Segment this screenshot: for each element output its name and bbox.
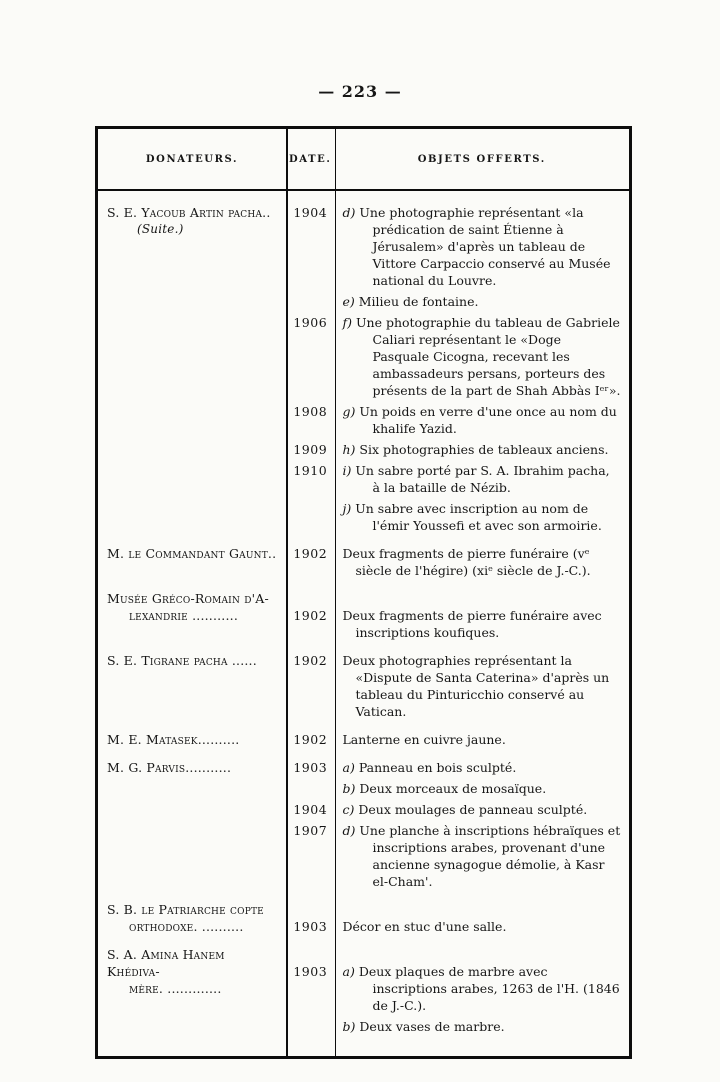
item-letter: b) <box>342 781 356 796</box>
table-row <box>286 918 629 935</box>
donor-line: orthodoxe. .......... <box>129 919 244 934</box>
table-row <box>286 545 629 579</box>
entries <box>286 652 629 720</box>
object-text: a) Panneau en bois sculpté. <box>342 760 517 775</box>
entries <box>286 590 629 641</box>
table-row-group <box>98 652 629 720</box>
item-letter: b) <box>342 1019 356 1034</box>
table-row <box>286 801 629 818</box>
header-date: DATE. <box>289 153 332 165</box>
table-row <box>286 204 629 289</box>
table-row <box>286 652 629 720</box>
item-letter: a) <box>342 964 355 979</box>
page-number: — 223 — <box>318 82 402 101</box>
date-value: 1904 <box>293 205 328 220</box>
donor-line: S. B. le Patriarche copte <box>107 902 264 917</box>
table-row <box>286 963 629 1014</box>
item-letter: e) <box>342 294 355 309</box>
date-value: 1903 <box>293 964 328 979</box>
table-row <box>286 822 629 890</box>
entries <box>286 545 629 579</box>
date-value: 1902 <box>293 653 328 668</box>
donor-line: mère. ............. <box>129 981 222 996</box>
donor-name <box>98 731 286 748</box>
table-row <box>286 1018 629 1035</box>
table-row <box>286 731 629 748</box>
donor-line: M. G. Parvis........... <box>107 760 232 775</box>
donations-table <box>95 126 632 1059</box>
donor-line: S. E. Yacoub Artin pacha.. <box>107 205 271 220</box>
table-row-group <box>98 759 629 890</box>
table-row <box>286 607 629 641</box>
table-body <box>98 189 629 1056</box>
table-row <box>286 293 629 310</box>
donor-line: S. A. Amina Hanem Khédiva- <box>107 947 225 979</box>
date-value: 1906 <box>293 315 328 330</box>
table-row <box>286 500 629 534</box>
donor-name <box>98 545 286 579</box>
donor-name <box>98 590 286 641</box>
item-letter: f) <box>342 315 353 330</box>
column-divider-donateurs-date <box>286 129 288 1056</box>
object-text: c) Deux moulages de panneau sculpté. <box>342 802 588 817</box>
entries <box>286 731 629 748</box>
item-letter: i) <box>342 463 352 478</box>
object-text: Deux fragments de pierre funéraire (vᵉ siècle de l'hégire) (xiᵉ siècle de J.-C.). <box>342 546 591 578</box>
table-row <box>286 403 629 437</box>
object-text: d) Une photographie représentant «la prédication de saint Étienne à Jérusalem» d'après un tableau de Vittore Carpaccio conservé au Musée national du Louvre. <box>342 205 611 288</box>
donor-name <box>98 901 286 935</box>
donor-name <box>98 759 286 890</box>
donor-line: Musée Gréco-Romain d'A- <box>107 591 269 606</box>
donor-name <box>98 946 286 1035</box>
item-letter: a) <box>342 760 355 775</box>
table-header-row <box>98 129 629 189</box>
donor-line: S. E. Tigrane pacha ...... <box>107 653 257 668</box>
object-text: b) Deux morceaux de mosaïque. <box>342 781 547 796</box>
item-letter: c) <box>342 802 355 817</box>
item-letter: h) <box>342 442 356 457</box>
table-row <box>286 780 629 797</box>
object-text: Deux photographies représentant la «Dispute de Santa Caterina» d'après un tableau du Pinturicchio conservé au Vatican. <box>342 653 610 719</box>
table-row-group <box>98 731 629 748</box>
header-donateurs: DONATEURS. <box>145 153 239 165</box>
object-text: e) Milieu de fontaine. <box>342 294 479 309</box>
date-value: 1904 <box>293 802 328 817</box>
donor-line: M. E. Matasek.......... <box>107 732 240 747</box>
table-row-group <box>98 545 629 579</box>
donor-name <box>98 204 286 534</box>
header-objets-offerts: OBJETS OFFERTS. <box>417 153 546 165</box>
table-row <box>286 759 629 776</box>
object-text: f) Une photographie du tableau de Gabriele Caliari représentant le «Doge Pasquale Cicogna, recevant les ambassadeurs persans, porteurs des présents de la part de Shah Abbàs Iᵉʳ». <box>342 315 621 398</box>
table-row <box>286 314 629 399</box>
table-row-group <box>98 590 629 641</box>
date-value: 1907 <box>293 823 328 838</box>
entries <box>286 946 629 1035</box>
date-value: 1902 <box>293 608 328 623</box>
donor-line: (Suite.) <box>137 222 184 236</box>
date-value: 1903 <box>293 919 328 934</box>
date-value: 1908 <box>293 404 328 419</box>
date-value: 1902 <box>293 732 328 747</box>
entries <box>286 204 629 534</box>
item-letter: j) <box>342 501 352 516</box>
item-letter: g) <box>342 404 356 419</box>
object-text: Deux fragments de pierre funéraire avec inscriptions koufiques. <box>342 608 602 640</box>
table-row <box>286 441 629 458</box>
table-row <box>286 462 629 496</box>
table-row-group <box>98 204 629 534</box>
date-value: 1910 <box>293 463 328 478</box>
donor-name <box>98 652 286 720</box>
object-text: Décor en stuc d'une salle. <box>342 919 507 934</box>
date-value: 1902 <box>293 546 328 561</box>
date-value: 1903 <box>293 760 328 775</box>
object-text: h) Six photographies de tableaux anciens. <box>342 442 609 457</box>
date-value: 1909 <box>293 442 328 457</box>
table-row-group <box>98 901 629 935</box>
table-row-group <box>98 946 629 1035</box>
header-divider <box>98 189 629 191</box>
object-text: g) Un poids en verre d'une once au nom du khalife Yazid. <box>342 404 617 436</box>
object-text: b) Deux vases de marbre. <box>342 1019 505 1034</box>
object-text: j) Un sabre avec inscription au nom de l'émir Youssefi et avec son armoirie. <box>342 501 602 533</box>
item-letter: d) <box>342 205 356 220</box>
object-text: d) Une planche à inscriptions hébraïques et inscriptions arabes, provenant d'une ancienne synagogue démolie, à Kasr el-Cham'. <box>342 823 621 889</box>
donor-line: M. le Commandant Gaunt.. <box>107 546 277 561</box>
item-letter: d) <box>342 823 356 838</box>
object-text: i) Un sabre porté par S. A. Ibrahim pacha, à la bataille de Nézib. <box>342 463 610 495</box>
object-text: a) Deux plaques de marbre avec inscriptions arabes, 1263 de l'H. (1846 de J.-C.). <box>342 964 620 1013</box>
object-text: Lanterne en cuivre jaune. <box>342 732 506 747</box>
column-divider-date-objets <box>335 129 337 1056</box>
donor-line: lexandrie ........... <box>129 608 239 623</box>
entries <box>286 759 629 890</box>
entries <box>286 901 629 935</box>
